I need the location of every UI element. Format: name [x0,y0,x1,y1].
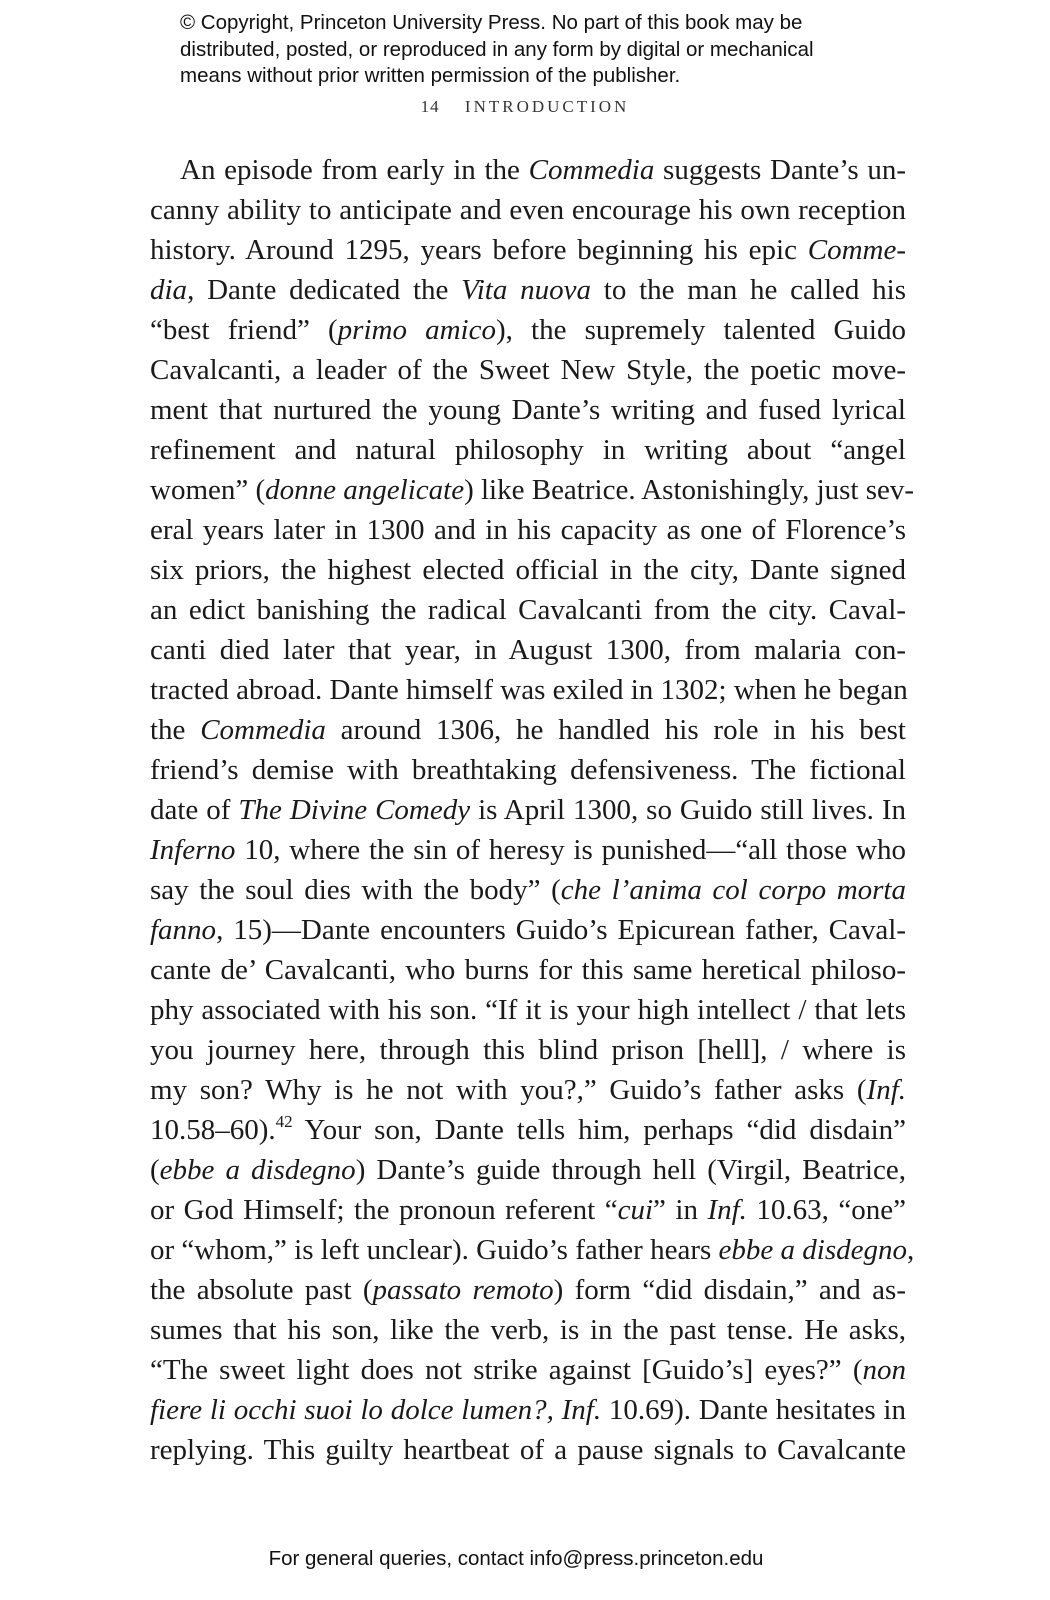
body-text-run: eral years later in 1300 and in his capacity as one of Florence’s [150,514,906,546]
body-text-run: , Dante dedicated the [187,274,462,306]
body-text-run: is April 1300, so Guido still lives. In [470,794,906,826]
body-line [150,1230,915,1270]
section-title: INTRODUCTION [464,97,630,116]
body-text-run: you journey here, through this blind prison [hell], / where is [150,1034,906,1066]
body-text-run: to the man he called his [591,274,906,306]
body-text-run: Cavalcanti, a leader of the Sweet New Style, the poetic move- [150,354,906,386]
body-text-run: say the soul dies with the body” ( [150,874,561,906]
body-text-run: canti died later that year, in August 1300, from malaria con- [150,634,906,666]
body-text-run: , 15)—Dante encounters Guido’s Epicurean father, Caval- [216,914,906,946]
body-text-run: ( [150,1154,160,1186]
body-text-run: sumes that his son, like the verb, is in the past tense. He asks, [150,1314,906,1346]
italic-text: The Divine Comedy [238,794,471,826]
body-text-run: refinement and natural philosophy in writing about “angel [150,434,906,466]
body-text-run: or God Himself; the pronoun referent “ [150,1194,618,1226]
body-line [150,950,906,990]
copyright-line: means without prior written permission of the publisher. [180,64,681,87]
body-text-run: women” ( [150,474,266,506]
body-line [150,910,906,950]
copyright-line: © Copyright, Princeton University Press. No part of this book may be [180,11,803,34]
body-text-run: suggests Dante’s un- [654,154,907,186]
italic-text: donne angelicate [265,474,465,506]
body-line [150,190,906,230]
body-line [150,1070,906,1110]
italic-text: primo amico [337,314,496,346]
body-text-run: , [907,1234,915,1266]
body-text-run: six priors, the highest elected official in the city, Dante signed [150,554,906,586]
body-paragraph [150,150,915,1470]
italic-text: ebbe a disdegno [718,1234,907,1266]
body-line [150,1310,906,1350]
body-line [150,1430,906,1470]
body-line [150,670,906,710]
body-line [150,230,906,270]
body-text-run: friend’s demise with breathtaking defensiveness. The fictional [150,754,906,786]
italic-text: cui [617,1194,654,1226]
body-line [150,1350,906,1390]
italic-text: ebbe a disdegno [159,1154,356,1186]
body-line [150,390,906,430]
italic-text: Inf. [866,1074,906,1106]
body-text-run: 10.58–60). [150,1114,276,1146]
body-text-run: around 1306, he handled his role in his best [325,714,906,746]
body-line [150,1030,906,1070]
body-text-run: 10.63, “one” [746,1194,906,1226]
body-text-run: “best friend” ( [150,314,338,346]
copyright-line: distributed, posted, or reproduced in any form by digital or mechanical [180,37,814,61]
italic-text: non [862,1354,906,1386]
body-text-run: “The sweet light does not strike against [Guido’s] eyes?” ( [150,1354,863,1386]
body-line [150,270,906,310]
body-line [150,590,906,630]
body-line [150,1270,906,1310]
body-text-run: An episode from early in the [180,154,529,186]
body-line [150,430,906,470]
body-text-run: date of [150,794,239,826]
body-line [150,990,906,1030]
italic-text: che l’anima col corpo morta [560,874,906,906]
body-line [150,510,906,550]
body-line [150,790,906,830]
body-text-run: or “whom,” is left unclear). Guido’s father hears [150,1234,719,1266]
body-text-run: tracted abroad. Dante himself was exiled in 1302; when he began [150,674,908,706]
body-text-run: an edict banishing the radical Cavalcanti from the city. Caval- [150,594,906,626]
body-line [150,550,906,590]
body-line [150,150,906,190]
italic-text: Commedia [528,154,655,186]
body-text-run: cante de’ Cavalcanti, who burns for this same heretical philoso- [150,954,906,986]
body-line [150,1190,906,1230]
body-text-run: phy associated with his son. “If it is your high intellect / that lets [150,994,906,1026]
body-line [150,350,906,390]
italic-text: Comme- [807,234,906,266]
italic-text: Inferno [150,834,236,866]
body-text-run: replying. This guilty heartbeat of a pause signals to Cavalcante [150,1434,906,1466]
body-text-run: history. Around 1295, years before beginning his epic [150,234,808,266]
body-line [150,1110,906,1150]
body-line [150,870,906,910]
body-text-run: the absolute past ( [150,1274,373,1306]
copyright-notice [180,10,900,90]
italic-text: Commedia [200,714,326,746]
body-text-run: Your son, Dante tells him, perhaps “did disdain” [292,1114,906,1146]
body-text-run: 10.69). Dante hesitates in [601,1394,906,1426]
footnote-marker: 42 [275,1112,293,1131]
body-line [150,1390,906,1430]
body-text-run: ) like Beatrice. Astonishingly, just sev- [464,474,915,506]
body-text-run: ), the supremely talented Guido [495,314,906,346]
body-line [150,1150,906,1190]
running-head [0,97,1050,117]
body-text-run: ment that nurtured the young Dante’s writing and fused lyrical [150,394,906,426]
body-text-run: ) Dante’s guide through hell (Virgil, Beatrice, [355,1154,906,1186]
footer-contact: For general queries, contact info@press.princeton.edu [268,1547,764,1570]
body-text-run: canny ability to anticipate and even encourage his own reception [150,194,906,226]
body-text-run: my son? Why is he not with you?,” Guido’s father asks ( [150,1074,867,1106]
italic-text: Vita nuova [461,274,591,306]
body-line [150,630,906,670]
page-number: 14 [420,97,440,116]
body-text-run: ” in [653,1194,708,1226]
body-line [150,470,915,510]
italic-text: fanno [150,914,217,946]
body-line [150,830,906,870]
body-text-run: 10, where the sin of heresy is punished—“all those who [235,834,906,866]
body-line [150,750,906,790]
italic-text: dia [150,274,188,306]
body-line [150,310,906,350]
body-text-run: the [150,714,201,746]
body-text-run: ) form “did disdain,” and as- [553,1274,906,1306]
italic-text: fiere li occhi suoi lo dolce lumen?, Inf. [150,1394,602,1426]
italic-text: passato remoto [372,1274,554,1306]
italic-text: Inf. [707,1194,747,1226]
body-line [150,710,906,750]
